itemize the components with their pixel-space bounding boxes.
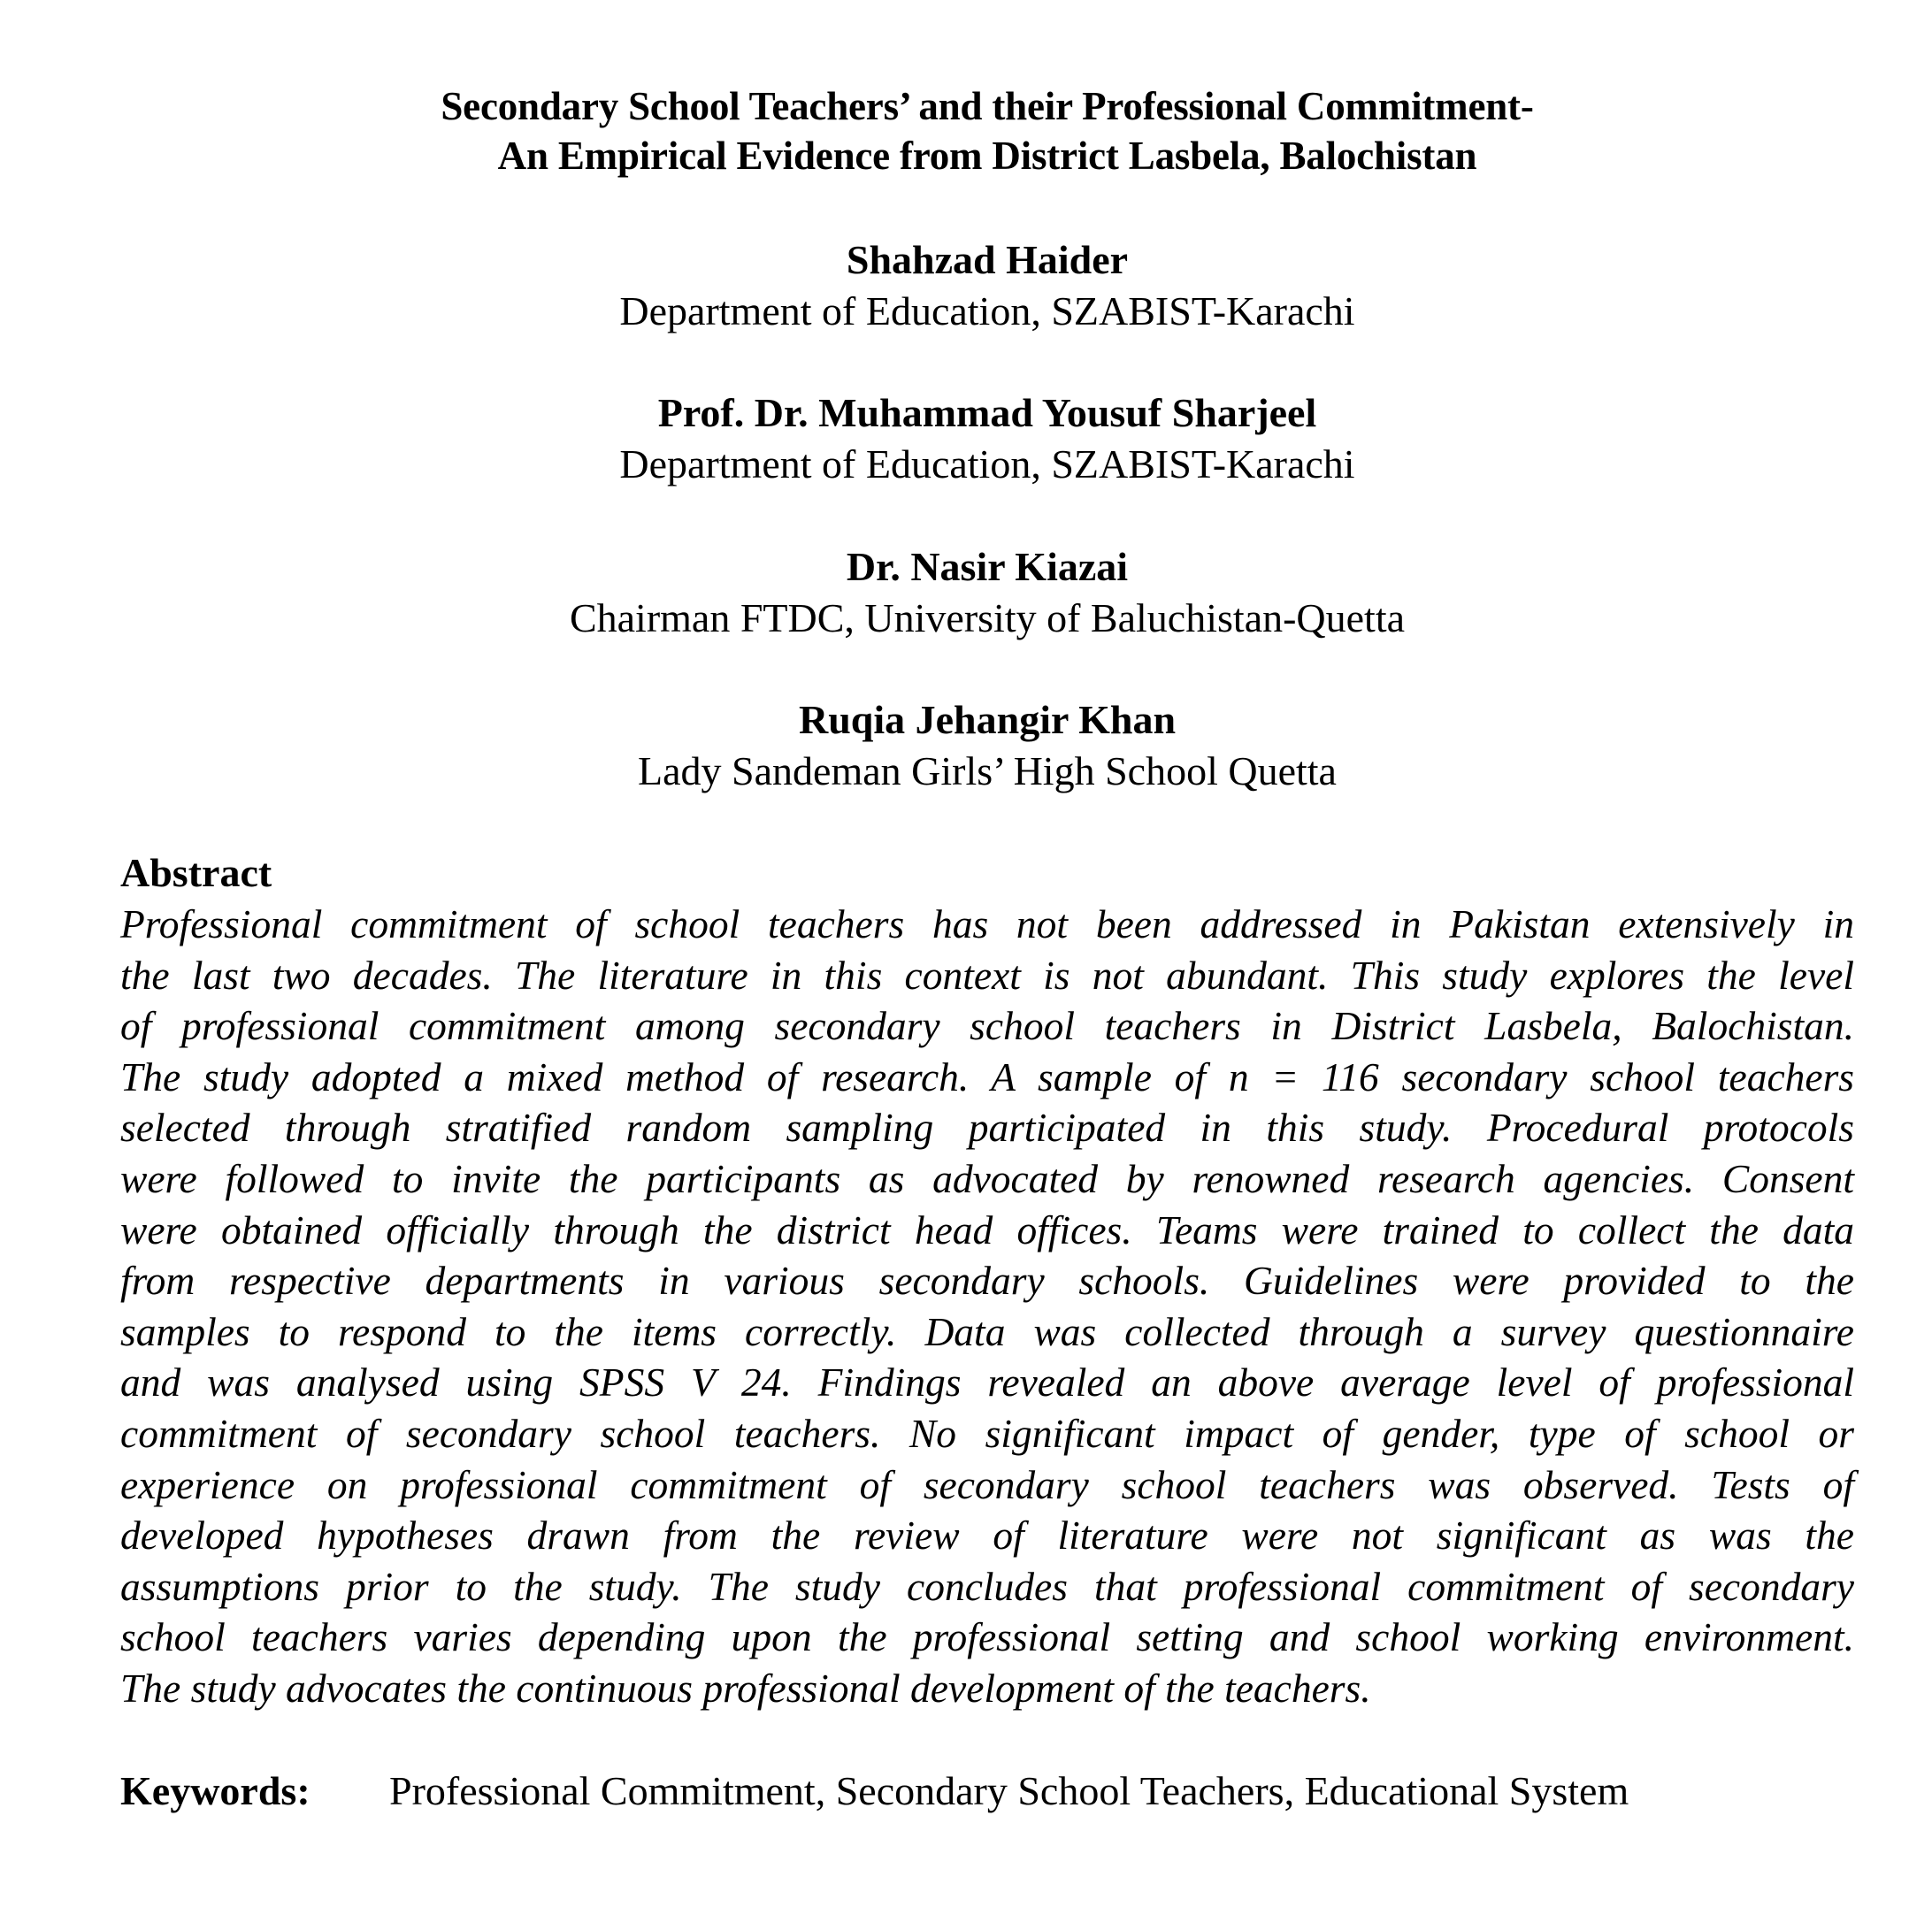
author-block (120, 694, 1854, 797)
abstract-line: Professional commitment of school teachers has not been addressed in Pakistan extensively in (120, 901, 1854, 946)
author-name: Dr. Nasir Kiazai (846, 544, 1129, 589)
abstract-line: were obtained officially through the district head offices. Teams were trained to collect the data (120, 1206, 1854, 1252)
keywords-value: Professional Commitment, Secondary School Teachers, Educational System (389, 1768, 1629, 1813)
author-affiliation: Chairman FTDC, University of Baluchistan-Quetta (569, 595, 1406, 640)
keywords-label: Keywords: (120, 1768, 310, 1813)
paper-title (120, 81, 1854, 180)
keywords (120, 1766, 1629, 1817)
abstract-line: the last two decades. The literature in this context is not abundant. This study explores the level (120, 952, 1854, 998)
abstract-line: samples to respond to the items correctly. Data was collected through a survey questionnaire (120, 1308, 1854, 1354)
author-block (120, 541, 1854, 644)
abstract-line: selected through stratified random sampling participated in this study. Procedural protocols (120, 1105, 1854, 1151)
author-name: Ruqia Jehangir Khan (798, 697, 1177, 742)
title-line-1: Secondary School Teachers’ and their Professional Commitment- (441, 84, 1534, 128)
abstract-line: and was analysed using SPSS V 24. Findings revealed an above average level of professional (120, 1360, 1854, 1406)
abstract-body (120, 899, 1854, 1714)
author-name: Shahzad Haider (846, 237, 1129, 282)
abstract-line: The study adopted a mixed method of research. A sample of n = 116 secondary school teachers (120, 1053, 1854, 1099)
abstract-line: The study advocates the continuous professional development of the teachers. (120, 1665, 1371, 1711)
abstract-heading: Abstract (120, 850, 272, 895)
abstract-line: from respective departments in various secondary schools. Guidelines were provided to the (120, 1258, 1854, 1304)
abstract-line: commitment of secondary school teachers. No significant impact of gender, type of school or (120, 1410, 1854, 1456)
author-affiliation: Department of Education, SZABIST-Karachi (619, 288, 1355, 333)
author-affiliation: Lady Sandeman Girls’ High School Quetta (638, 748, 1337, 793)
author-block (120, 387, 1854, 490)
author-name: Prof. Dr. Muhammad Yousuf Sharjeel (657, 390, 1317, 435)
abstract-line: developed hypotheses drawn from the review of literature were not significant as was the (120, 1513, 1854, 1559)
author-affiliation: Department of Education, SZABIST-Karachi (619, 441, 1355, 486)
abstract-line: assumptions prior to the study. The study concludes that professional commitment of secondary (120, 1563, 1854, 1609)
abstract-line: of professional commitment among secondary school teachers in District Lasbela, Balochistan. (120, 1003, 1854, 1049)
abstract-line: school teachers varies depending upon the professional setting and school working environment. (120, 1614, 1854, 1660)
abstract-line: experience on professional commitment of secondary school teachers was observed. Tests of (120, 1461, 1854, 1507)
author-block (120, 234, 1854, 337)
title-line-2: An Empirical Evidence from District Lasbela, Balochistan (497, 134, 1477, 178)
abstract-line: were followed to invite the participants as advocated by renowned research agencies. Consent (120, 1155, 1854, 1201)
